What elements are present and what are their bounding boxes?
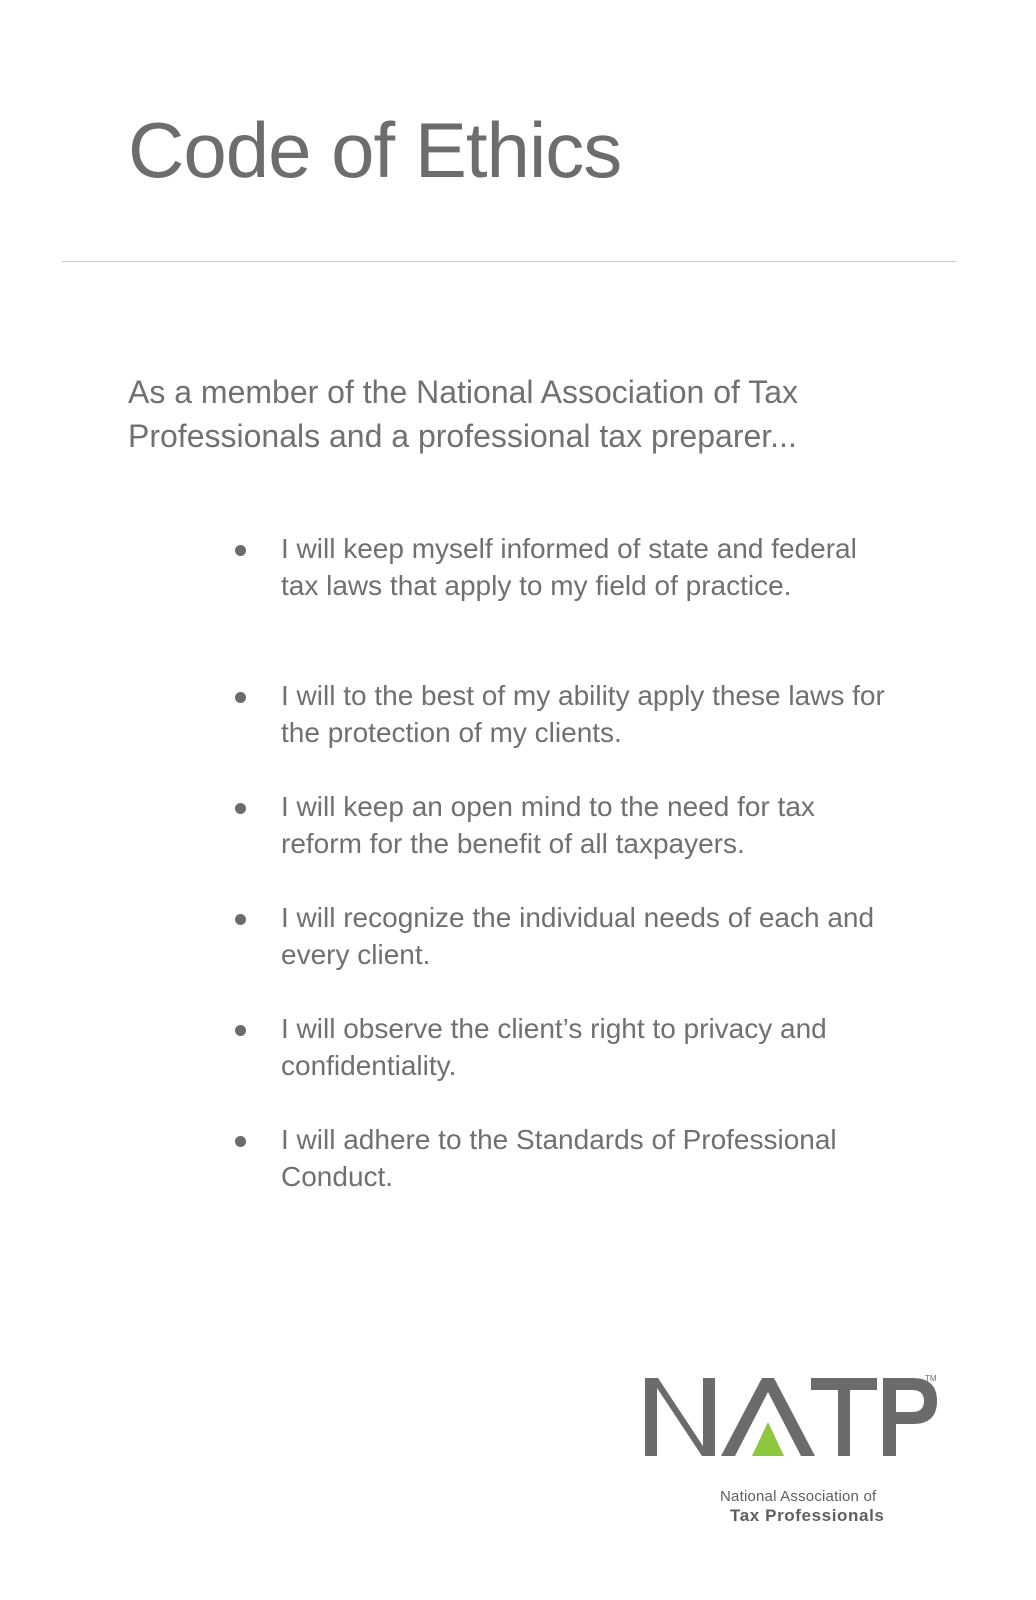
pledge-text: I will to the best of my ability apply these laws for the protection of my clients.	[281, 680, 885, 748]
title-divider	[62, 261, 956, 262]
bullet-icon	[235, 692, 246, 703]
logo-name-line2: Tax Professionals	[730, 1506, 885, 1525]
logo-letter-p	[883, 1378, 937, 1456]
pledge-text: I will observe the client’s right to privacy and confidentiality.	[281, 1013, 827, 1081]
bullet-icon	[235, 803, 246, 814]
logo-letter-t	[811, 1378, 877, 1456]
bullet-icon	[235, 914, 246, 925]
bullet-icon	[235, 1025, 246, 1036]
bullet-icon	[235, 545, 246, 556]
trademark-mark: TM	[925, 1374, 937, 1383]
natp-wordmark-icon	[645, 1370, 965, 1485]
bullet-icon	[235, 1136, 246, 1147]
intro-text: As a member of the National Association of Tax Professionals and a professional tax preparer...	[128, 374, 798, 454]
pledge-text: I will adhere to the Standards of Professional Conduct.	[281, 1124, 837, 1192]
pledge-text: I will recognize the individual needs of each and every client.	[281, 902, 875, 970]
pledge-text: I will keep an open mind to the need for tax reform for the benefit of all taxpayers.	[281, 791, 815, 859]
logo-letter-n	[645, 1378, 715, 1456]
page-title: Code of Ethics	[128, 106, 622, 194]
logo-name-line1: National Association of	[720, 1488, 877, 1505]
natp-logo	[645, 1370, 965, 1525]
logo-green-triangle	[752, 1422, 784, 1456]
pledge-text: I will keep myself informed of state and federal tax laws that apply to my field of practice.	[281, 533, 857, 601]
